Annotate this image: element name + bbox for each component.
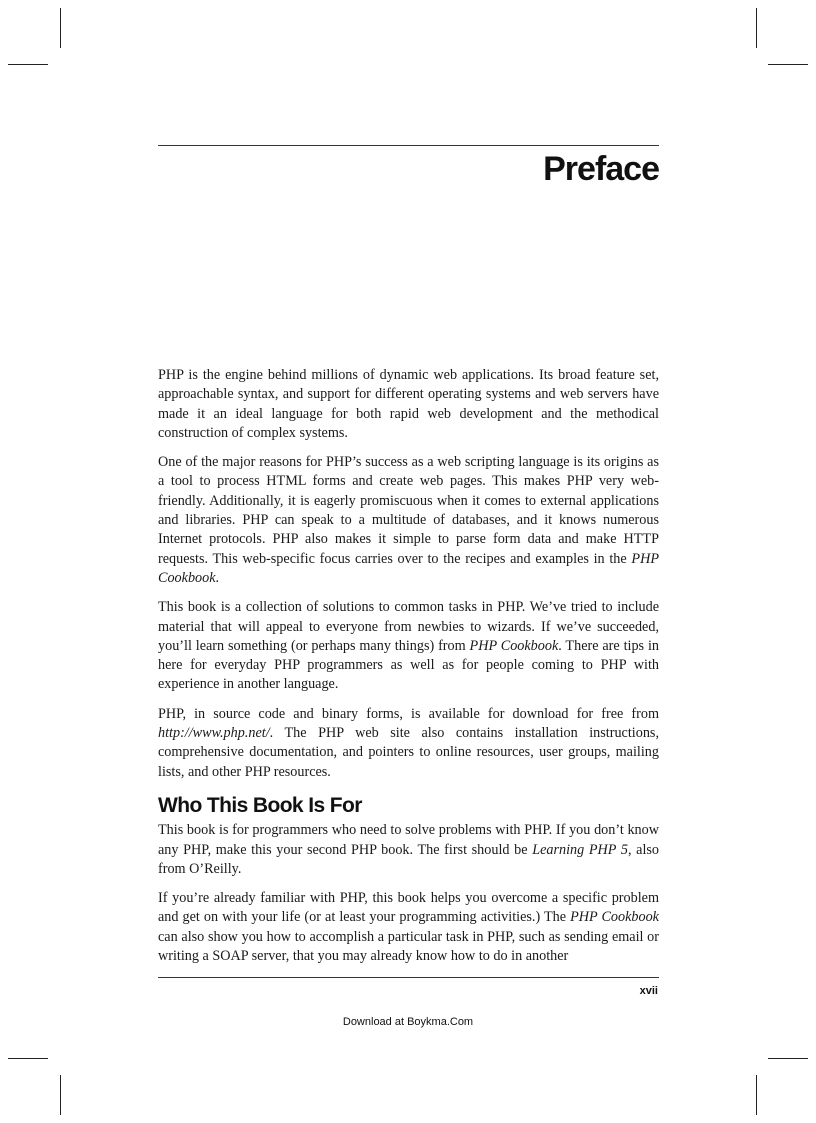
- crop-mark: [756, 1075, 757, 1115]
- text-run: This book is for programmers who need to solve problems with PHP. If you don’t know any PHP, make this your second PHP book. The first should be: [158, 822, 659, 858]
- crop-mark: [60, 1075, 61, 1115]
- paragraph: [158, 889, 659, 966]
- paragraph: [158, 366, 659, 443]
- paragraph: [158, 598, 659, 694]
- italic-text: Learning PHP 5: [532, 841, 628, 858]
- body-text: [158, 366, 659, 976]
- page-number: xvii: [639, 985, 658, 997]
- paragraph: [158, 453, 659, 588]
- top-rule: [158, 145, 659, 146]
- italic-text: http://www.php.net/: [158, 725, 270, 742]
- crop-mark: [8, 64, 48, 65]
- text-run: . The PHP web site also contains installation instructions, comprehensive documentation, and pointers to online resources, user groups, mailing lists, and other PHP resources.: [158, 725, 659, 780]
- crop-mark: [768, 64, 808, 65]
- crop-mark: [768, 1058, 808, 1059]
- text-run: If you’re already familiar with PHP, this book helps you overcome a specific problem and get on with your life (or at least your programming activities.) The: [158, 890, 659, 926]
- text-run: PHP, in source code and binary forms, is available for download for free from: [158, 705, 659, 722]
- download-note: Download at Boykma.Com: [342, 1016, 474, 1028]
- text-run: , also from O’Reilly.: [158, 841, 660, 877]
- italic-text: PHP Cookbook: [570, 909, 659, 926]
- italic-text: PHP Cookbook: [469, 637, 559, 654]
- crop-mark: [8, 1058, 48, 1059]
- text-run: One of the major reasons for PHP’s success as a web scripting language is its origins as a tool to process HTML forms and create web pages. This makes PHP very web-friendly. Additionally, it is eagerly promiscuous when it comes to external applications and libraries. PHP can speak to a multitude of databases, and it knows numerous Internet protocols. PHP also makes it simple to parse form data and make HTTP requests. This web-specific focus carries over to the recipes and examples in the: [158, 454, 659, 567]
- text-run: This book is a collection of solutions to common tasks in PHP. We’ve tried to include material that will appeal to everyone from newbies to wizards. If we’ve succeeded, you’ll learn something (or perhaps many things) from: [158, 599, 659, 654]
- chapter-title: Preface: [543, 150, 659, 188]
- crop-mark: [756, 8, 757, 48]
- text-run: PHP is the engine behind millions of dynamic web applications. Its broad feature set, approachable syntax, and support for different operating systems and web servers have made it an ideal language for both rapid web development and the methodical construction of complex systems.: [158, 367, 659, 441]
- crop-mark: [60, 8, 61, 48]
- text-run: .: [215, 569, 220, 586]
- section-heading: Who This Book Is For: [158, 793, 362, 817]
- italic-text: PHP Cookbook: [158, 550, 659, 586]
- paragraph: [158, 821, 659, 879]
- text-run: can also show you how to accomplish a particular task in PHP, such as sending email or writing a SOAP server, that you may already know how to do in another: [158, 928, 659, 965]
- bottom-rule: [158, 977, 659, 978]
- text-run: . There are tips in here for everyday PHP programmers as well as for people coming to PHP with experience in another language.: [158, 637, 659, 693]
- paragraph: [158, 705, 659, 782]
